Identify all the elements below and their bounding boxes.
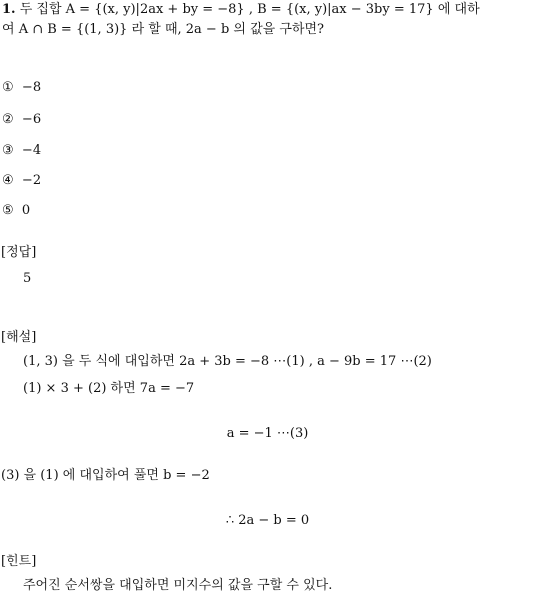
explanation-line-1: (1, 3) 을 두 식에 대입하면 2a + 3b = −8 ⋯(1) , a − 9b = 17 ⋯(2)	[23, 354, 432, 369]
choice-value: −4	[21, 143, 42, 158]
explanation-line-2: (1) × 3 + (2) 하면 7a = −7	[23, 381, 195, 396]
choice-4[interactable]	[2, 172, 41, 190]
choice-value: 0	[21, 203, 31, 218]
choice-3[interactable]	[2, 142, 41, 160]
choice-1[interactable]	[2, 79, 41, 97]
answer-value: 5	[23, 271, 32, 286]
choice-marker: ①	[2, 80, 14, 95]
explanation-equation-2: ∴ 2a − b = 0	[225, 513, 310, 528]
hint-text: 주어진 순서쌍을 대입하면 미지수의 값을 구할 수 있다.	[23, 578, 333, 593]
choice-2[interactable]	[2, 111, 41, 129]
choice-marker: ②	[2, 112, 14, 127]
answer-label: [정답]	[1, 245, 37, 260]
question-line-1	[2, 1, 480, 19]
hint-label: [힌트]	[1, 554, 37, 569]
choice-marker: ⑤	[2, 203, 14, 218]
explanation-line-3: (3) 을 (1) 에 대입하여 풀면 b = −2	[1, 468, 210, 483]
choice-marker: ③	[2, 143, 14, 158]
choice-value: −8	[21, 80, 42, 95]
choice-value: −6	[21, 112, 42, 127]
question-text-1: 두 집합 A = {(x, y)|2ax + by = −8} , B = {(x, y)|ax − 3by = 17} 에 대하	[19, 2, 480, 17]
choice-5[interactable]	[2, 202, 30, 220]
explanation-label: [해설]	[1, 330, 37, 345]
explanation-equation-1: a = −1 ⋯(3)	[226, 426, 309, 441]
question-line-2: 여 A ∩ B = {(1, 3)} 라 할 때, 2a − b 의 값을 구하면?	[2, 22, 324, 37]
question-number: 1.	[2, 2, 16, 17]
choice-marker: ④	[2, 173, 14, 188]
choice-value: −2	[21, 173, 42, 188]
